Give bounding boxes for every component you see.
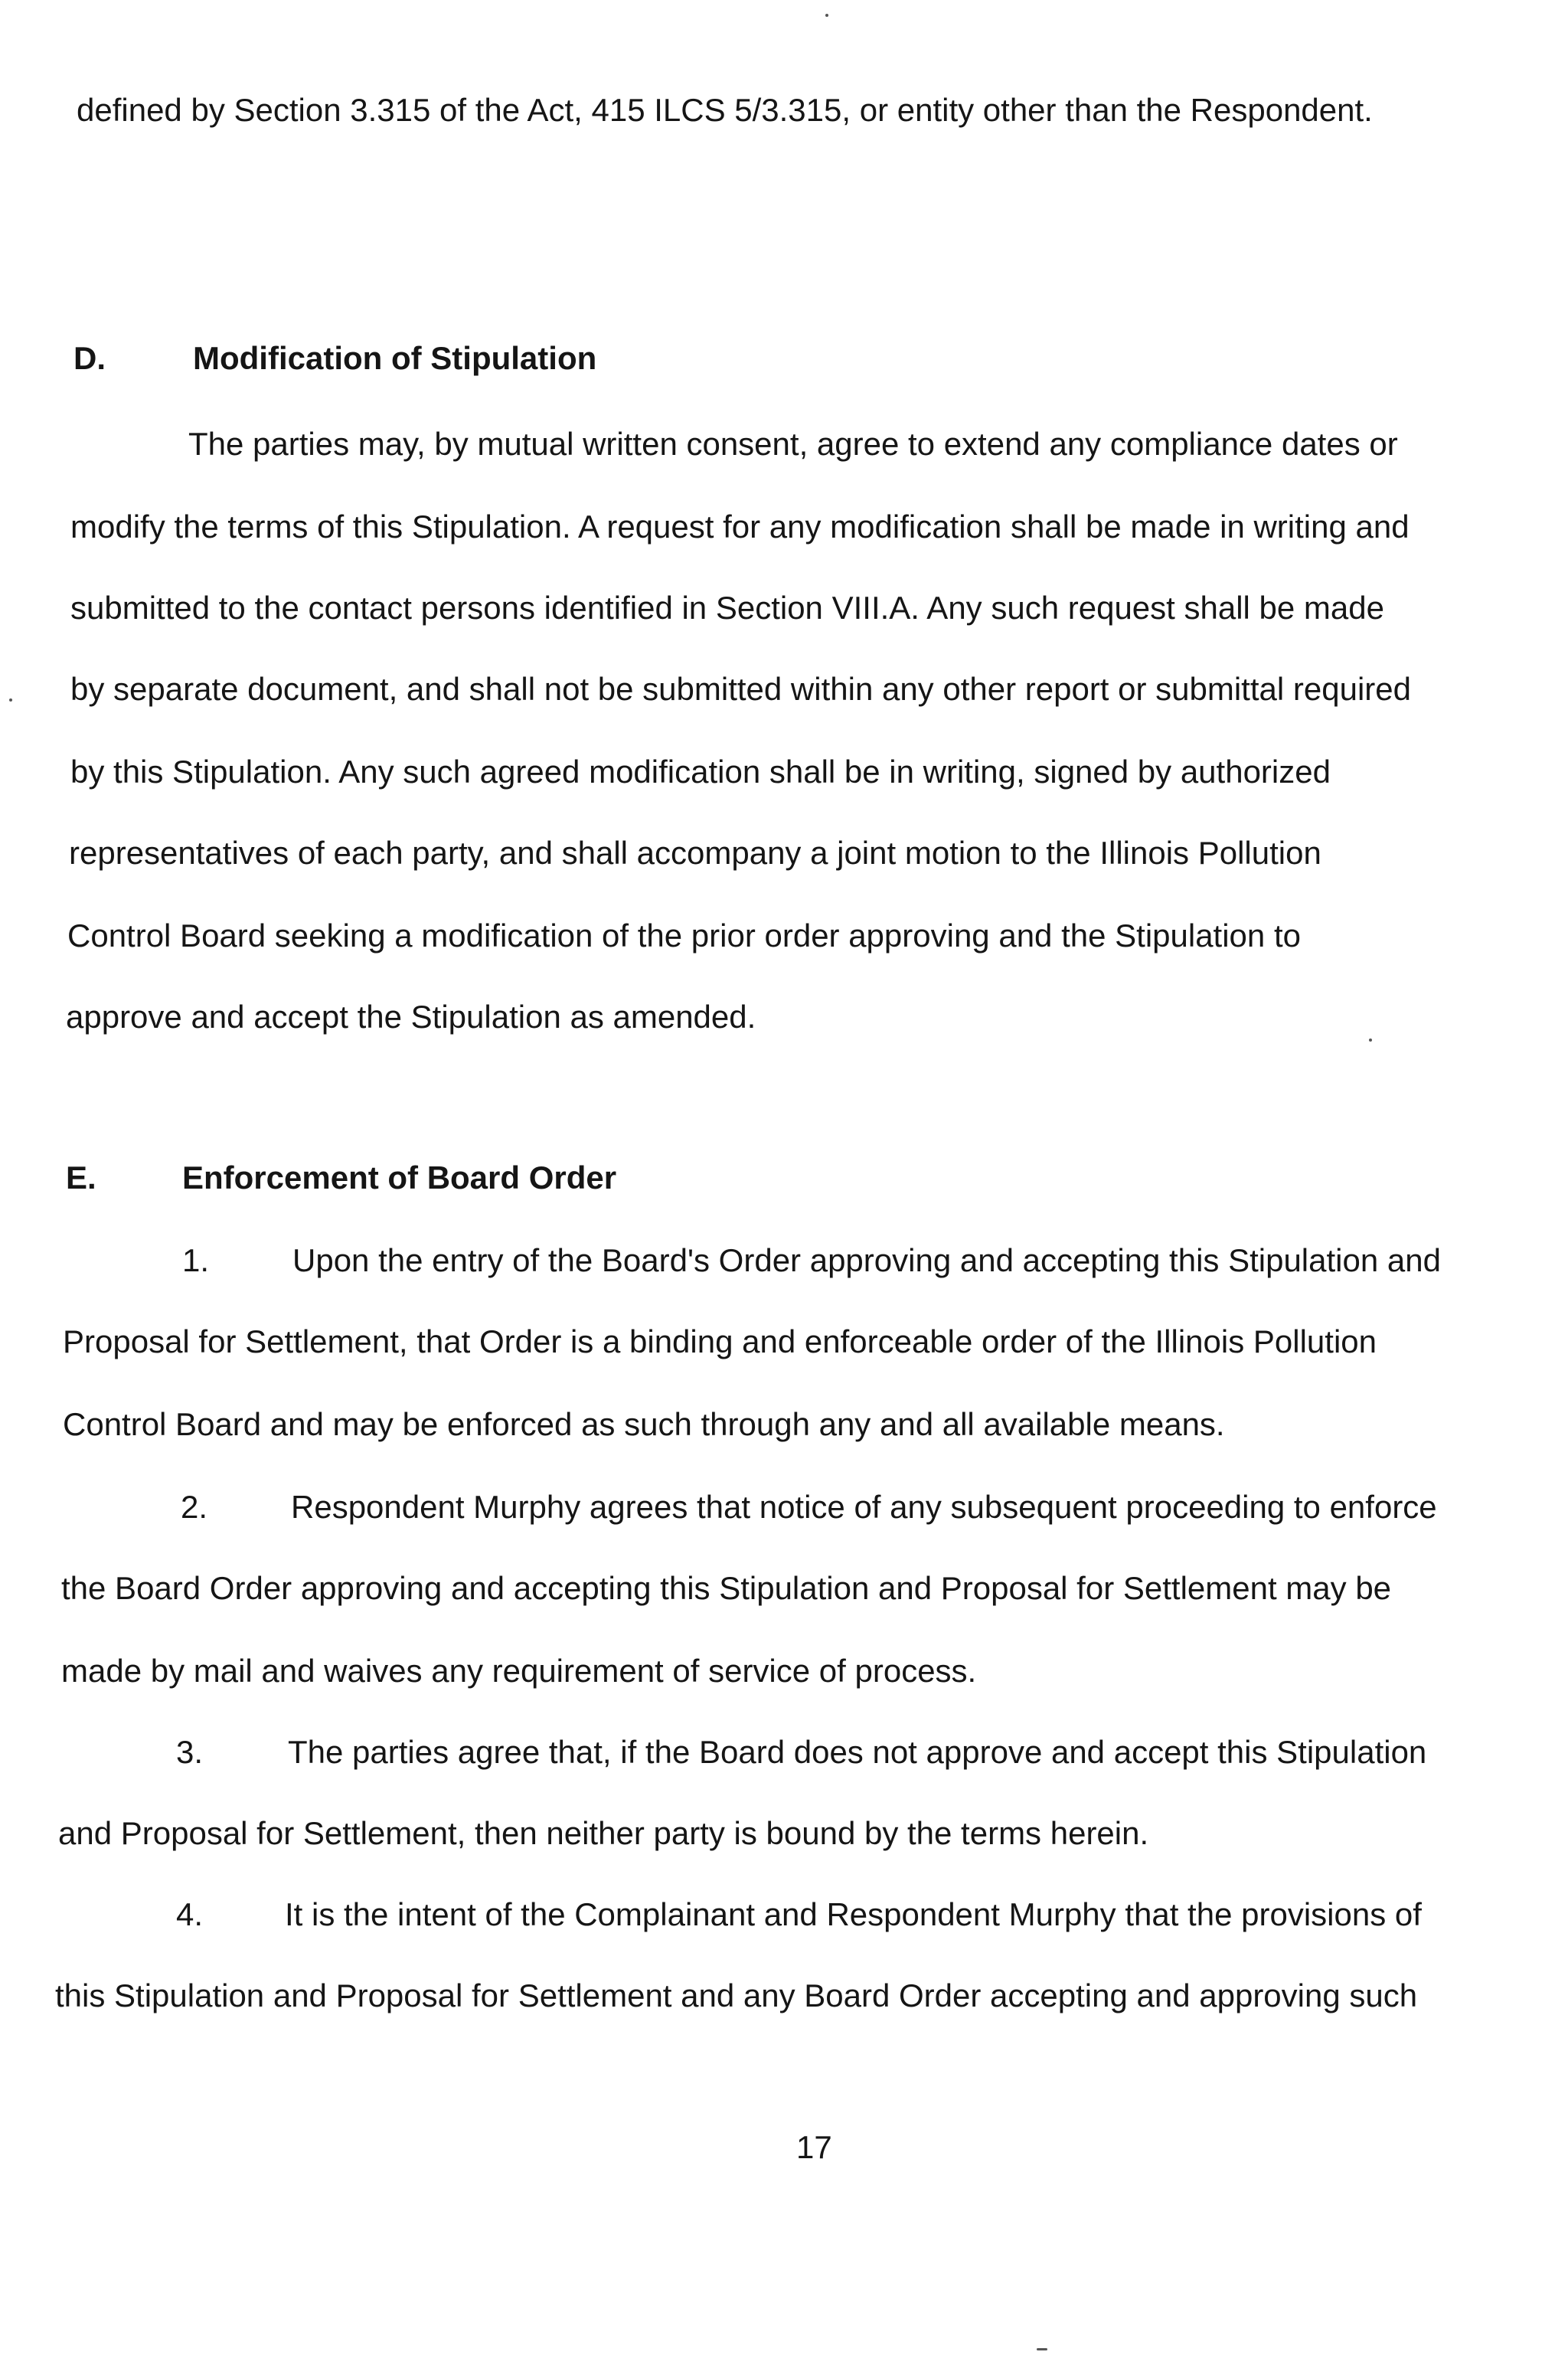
scan-speck [1037,2348,1047,2350]
body-text-line: modify the terms of this Stipulation. A request for any modification shall be made in writing and [70,509,1410,545]
body-text-line: the Board Order approving and accepting this Stipulation and Proposal for Settlement may be [61,1570,1392,1606]
body-text-line: made by mail and waives any requirement of service of process. [61,1653,977,1689]
section-title: Modification of Stipulation [193,340,597,376]
body-text-line: Upon the entry of the Board's Order approving and accepting this Stipulation and [292,1242,1441,1278]
scan-speck [1369,1039,1372,1042]
item-number: 1. [182,1242,210,1278]
scan-speck [9,698,12,702]
scan-speck [825,14,828,17]
item-number: 2. [181,1489,208,1525]
page-number: 17 [796,2129,832,2165]
body-text-line: defined by Section 3.315 of the Act, 415 ILCS 5/3.315, or entity other than the Respondent. [77,92,1373,128]
item-number: 4. [176,1896,204,1932]
section-title: Enforcement of Board Order [182,1160,617,1196]
item-number: 3. [176,1734,204,1770]
body-text-line: and Proposal for Settlement, then neither party is bound by the terms herein. [58,1815,1149,1851]
body-text-line: The parties agree that, if the Board does not approve and accept this Stipulation [288,1734,1427,1770]
section-letter: D. [74,340,106,376]
body-text-line: Control Board seeking a modification of the prior order approving and the Stipulation to [67,918,1301,954]
body-text-line: approve and accept the Stipulation as amended. [66,999,756,1035]
body-text-line: Proposal for Settlement, that Order is a binding and enforceable order of the Illinois Pollution [63,1323,1377,1359]
body-text-line: The parties may, by mutual written consent, agree to extend any compliance dates or [188,426,1398,462]
body-text-line: It is the intent of the Complainant and Respondent Murphy that the provisions of [285,1896,1422,1932]
body-text-line: representatives of each party, and shall accompany a joint motion to the Illinois Pollution [69,835,1321,871]
section-letter: E. [66,1160,96,1196]
body-text-line: this Stipulation and Proposal for Settlement and any Board Order accepting and approving such [55,1977,1418,2013]
body-text-line: Respondent Murphy agrees that notice of any subsequent proceeding to enforce [291,1489,1437,1525]
body-text-line: Control Board and may be enforced as such through any and all available means. [63,1406,1225,1442]
body-text-line: by this Stipulation. Any such agreed modification shall be in writing, signed by authorized [70,754,1331,790]
body-text-line: submitted to the contact persons identified in Section VIII.A. Any such request shall be made [70,590,1384,626]
body-text-line: by separate document, and shall not be submitted within any other report or submittal required [70,671,1411,707]
